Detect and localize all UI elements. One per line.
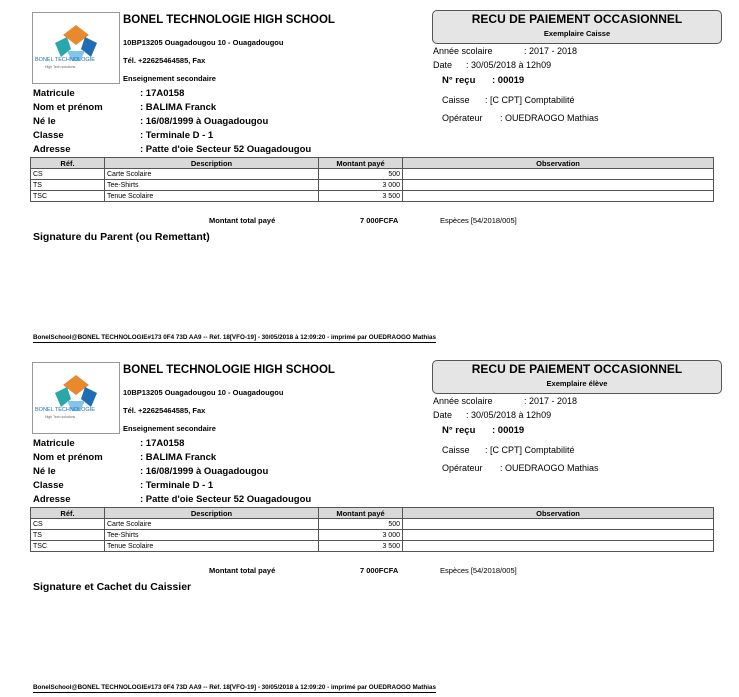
- cashdesk-value: : [C CPT] Comptabilité: [485, 95, 575, 105]
- receipt-copy-label: Exemplaire élève: [546, 379, 608, 388]
- footer-line: BonelSchool@BONEL TECHNOLOGIE#173 0F4 73D AA9 -- Réf. 18[VFO-19] - 30/05/2018 à 12:09:20 - imprimé par OUEDRAOGO Mathias: [33, 334, 436, 341]
- cell-amount: 3 500: [319, 191, 403, 202]
- school-year-label: Année scolaire: [433, 46, 493, 56]
- matricule-value: : 17A0158: [140, 438, 185, 449]
- table-row: [31, 191, 714, 202]
- receipt-title-box: [432, 360, 722, 394]
- operator-label: Opérateur: [442, 463, 483, 473]
- birth-label: Né le: [33, 466, 56, 477]
- col-header-observation: Observation: [403, 158, 714, 169]
- class-value: : Terminale D - 1: [140, 130, 214, 141]
- table-row: [31, 530, 714, 541]
- col-header-ref: Réf.: [31, 158, 105, 169]
- total-label: Montant total payé: [209, 566, 276, 575]
- cell-observation: [403, 191, 714, 202]
- class-value: : Terminale D - 1: [140, 480, 214, 491]
- matricule-label: Matricule: [33, 88, 75, 99]
- col-header-description: Description: [105, 508, 319, 519]
- name-value: : BALIMA Franck: [140, 102, 217, 113]
- logo-icon: [33, 363, 119, 433]
- table-header-row: [31, 158, 714, 169]
- receipt-number-label: N° reçu: [442, 425, 476, 436]
- cell-amount: 3 000: [319, 180, 403, 191]
- table-header-row: [31, 508, 714, 519]
- col-header-ref: Réf.: [31, 508, 105, 519]
- receipt-title-box: [432, 10, 722, 44]
- cell-ref: TS: [31, 530, 105, 541]
- cell-amount: 3 500: [319, 541, 403, 552]
- address-value: : Patte d'oie Secteur 52 Ouagadougou: [140, 144, 312, 155]
- cashdesk-label: Caisse: [442, 95, 470, 105]
- school-address: 10BP13205 Ouagadougou 10 - Ouagadougou: [123, 38, 284, 47]
- operator-value: : OUEDRAOGO Mathias: [500, 463, 599, 473]
- cell-ref: CS: [31, 519, 105, 530]
- school-phone: Tél. +22625464585, Fax: [123, 56, 206, 65]
- school-year-label: Année scolaire: [433, 396, 493, 406]
- logo-subtext: High Tech solutions: [45, 415, 76, 419]
- logo-text: BONEL TECHNOLOGIE: [35, 57, 95, 63]
- operator-value: : OUEDRAOGO Mathias: [500, 113, 599, 123]
- receipt-copy-student: [0, 350, 739, 690]
- matricule-value: : 17A0158: [140, 88, 185, 99]
- cell-observation: [403, 169, 714, 180]
- total-value: 7 000FCFA: [360, 216, 399, 225]
- receipt-number-value: : 00019: [492, 425, 525, 436]
- school-name: BONEL TECHNOLOGIE HIGH SCHOOL: [123, 14, 335, 26]
- logo-icon: [33, 13, 119, 83]
- signature-label: Signature et Cachet du Caissier: [33, 581, 192, 593]
- receipt-number-value: : 00019: [492, 75, 525, 86]
- cell-ref: TSC: [31, 191, 105, 202]
- address-label: Adresse: [33, 144, 71, 155]
- operator-label: Opérateur: [442, 113, 483, 123]
- school-logo: [32, 12, 120, 84]
- total-value: 7 000FCFA: [360, 566, 399, 575]
- col-header-observation: Observation: [403, 508, 714, 519]
- cell-observation: [403, 519, 714, 530]
- class-label: Classe: [33, 480, 64, 491]
- receipt-copy-cashier: [0, 0, 739, 340]
- date-label: Date: [433, 60, 453, 70]
- table-row: [31, 169, 714, 180]
- cell-description: Tenue Scolaire: [105, 541, 319, 552]
- school-logo: [32, 362, 120, 434]
- payment-method: Espèces [54/2018/005]: [440, 216, 517, 225]
- school-year-value: : 2017 - 2018: [524, 46, 578, 56]
- col-header-amount: Montant payé: [319, 158, 403, 169]
- cell-description: Tenue Scolaire: [105, 191, 319, 202]
- birth-label: Né le: [33, 116, 56, 127]
- payment-method: Espèces [54/2018/005]: [440, 566, 517, 575]
- cashdesk-value: : [C CPT] Comptabilité: [485, 445, 575, 455]
- cell-ref: TS: [31, 180, 105, 191]
- cell-observation: [403, 180, 714, 191]
- cell-amount: 500: [319, 169, 403, 180]
- logo-subtext: High Tech solutions: [45, 65, 76, 69]
- birth-value: : 16/08/1999 à Ouagadougou: [140, 466, 269, 477]
- date-value: : 30/05/2018 à 12h09: [466, 410, 552, 420]
- cell-amount: 500: [319, 519, 403, 530]
- school-name: BONEL TECHNOLOGIE HIGH SCHOOL: [123, 364, 335, 376]
- school-level: Enseignement secondaire: [123, 424, 216, 433]
- table-row: [31, 519, 714, 530]
- matricule-label: Matricule: [33, 438, 75, 449]
- cell-description: Tee-Shirts: [105, 180, 319, 191]
- col-header-description: Description: [105, 158, 319, 169]
- table-row: [31, 541, 714, 552]
- table-row: [31, 180, 714, 191]
- receipt-title: RECU DE PAIEMENT OCCASIONNEL: [471, 362, 683, 376]
- logo-text: BONEL TECHNOLOGIE: [35, 407, 95, 413]
- school-level: Enseignement secondaire: [123, 74, 216, 83]
- school-address: 10BP13205 Ouagadougou 10 - Ouagadougou: [123, 388, 284, 397]
- cell-description: Carte Scolaire: [105, 519, 319, 530]
- date-value: : 30/05/2018 à 12h09: [466, 60, 552, 70]
- cell-ref: CS: [31, 169, 105, 180]
- school-year-value: : 2017 - 2018: [524, 396, 578, 406]
- date-label: Date: [433, 410, 453, 420]
- payment-table: [30, 507, 714, 552]
- address-value: : Patte d'oie Secteur 52 Ouagadougou: [140, 494, 312, 505]
- cell-observation: [403, 541, 714, 552]
- name-value: : BALIMA Franck: [140, 452, 217, 463]
- receipt-title: RECU DE PAIEMENT OCCASIONNEL: [471, 12, 683, 26]
- signature-label: Signature du Parent (ou Remettant): [33, 231, 210, 243]
- payment-table: [30, 157, 714, 202]
- col-header-amount: Montant payé: [319, 508, 403, 519]
- cashdesk-label: Caisse: [442, 445, 470, 455]
- name-label: Nom et prénom: [33, 452, 103, 463]
- cell-amount: 3 000: [319, 530, 403, 541]
- birth-value: : 16/08/1999 à Ouagadougou: [140, 116, 269, 127]
- class-label: Classe: [33, 130, 64, 141]
- name-label: Nom et prénom: [33, 102, 103, 113]
- cell-ref: TSC: [31, 541, 105, 552]
- receipt-copy-label: Exemplaire Caisse: [543, 29, 611, 38]
- cell-description: Tee-Shirts: [105, 530, 319, 541]
- total-label: Montant total payé: [209, 216, 276, 225]
- footer-line: BonelSchool@BONEL TECHNOLOGIE#173 0F4 73D AA9 -- Réf. 18[VFO-19] - 30/05/2018 à 12:09:20 - imprimé par OUEDRAOGO Mathias: [33, 684, 436, 691]
- school-phone: Tél. +22625464585, Fax: [123, 406, 206, 415]
- address-label: Adresse: [33, 494, 71, 505]
- cell-description: Carte Scolaire: [105, 169, 319, 180]
- receipt-number-label: N° reçu: [442, 75, 476, 86]
- cell-observation: [403, 530, 714, 541]
